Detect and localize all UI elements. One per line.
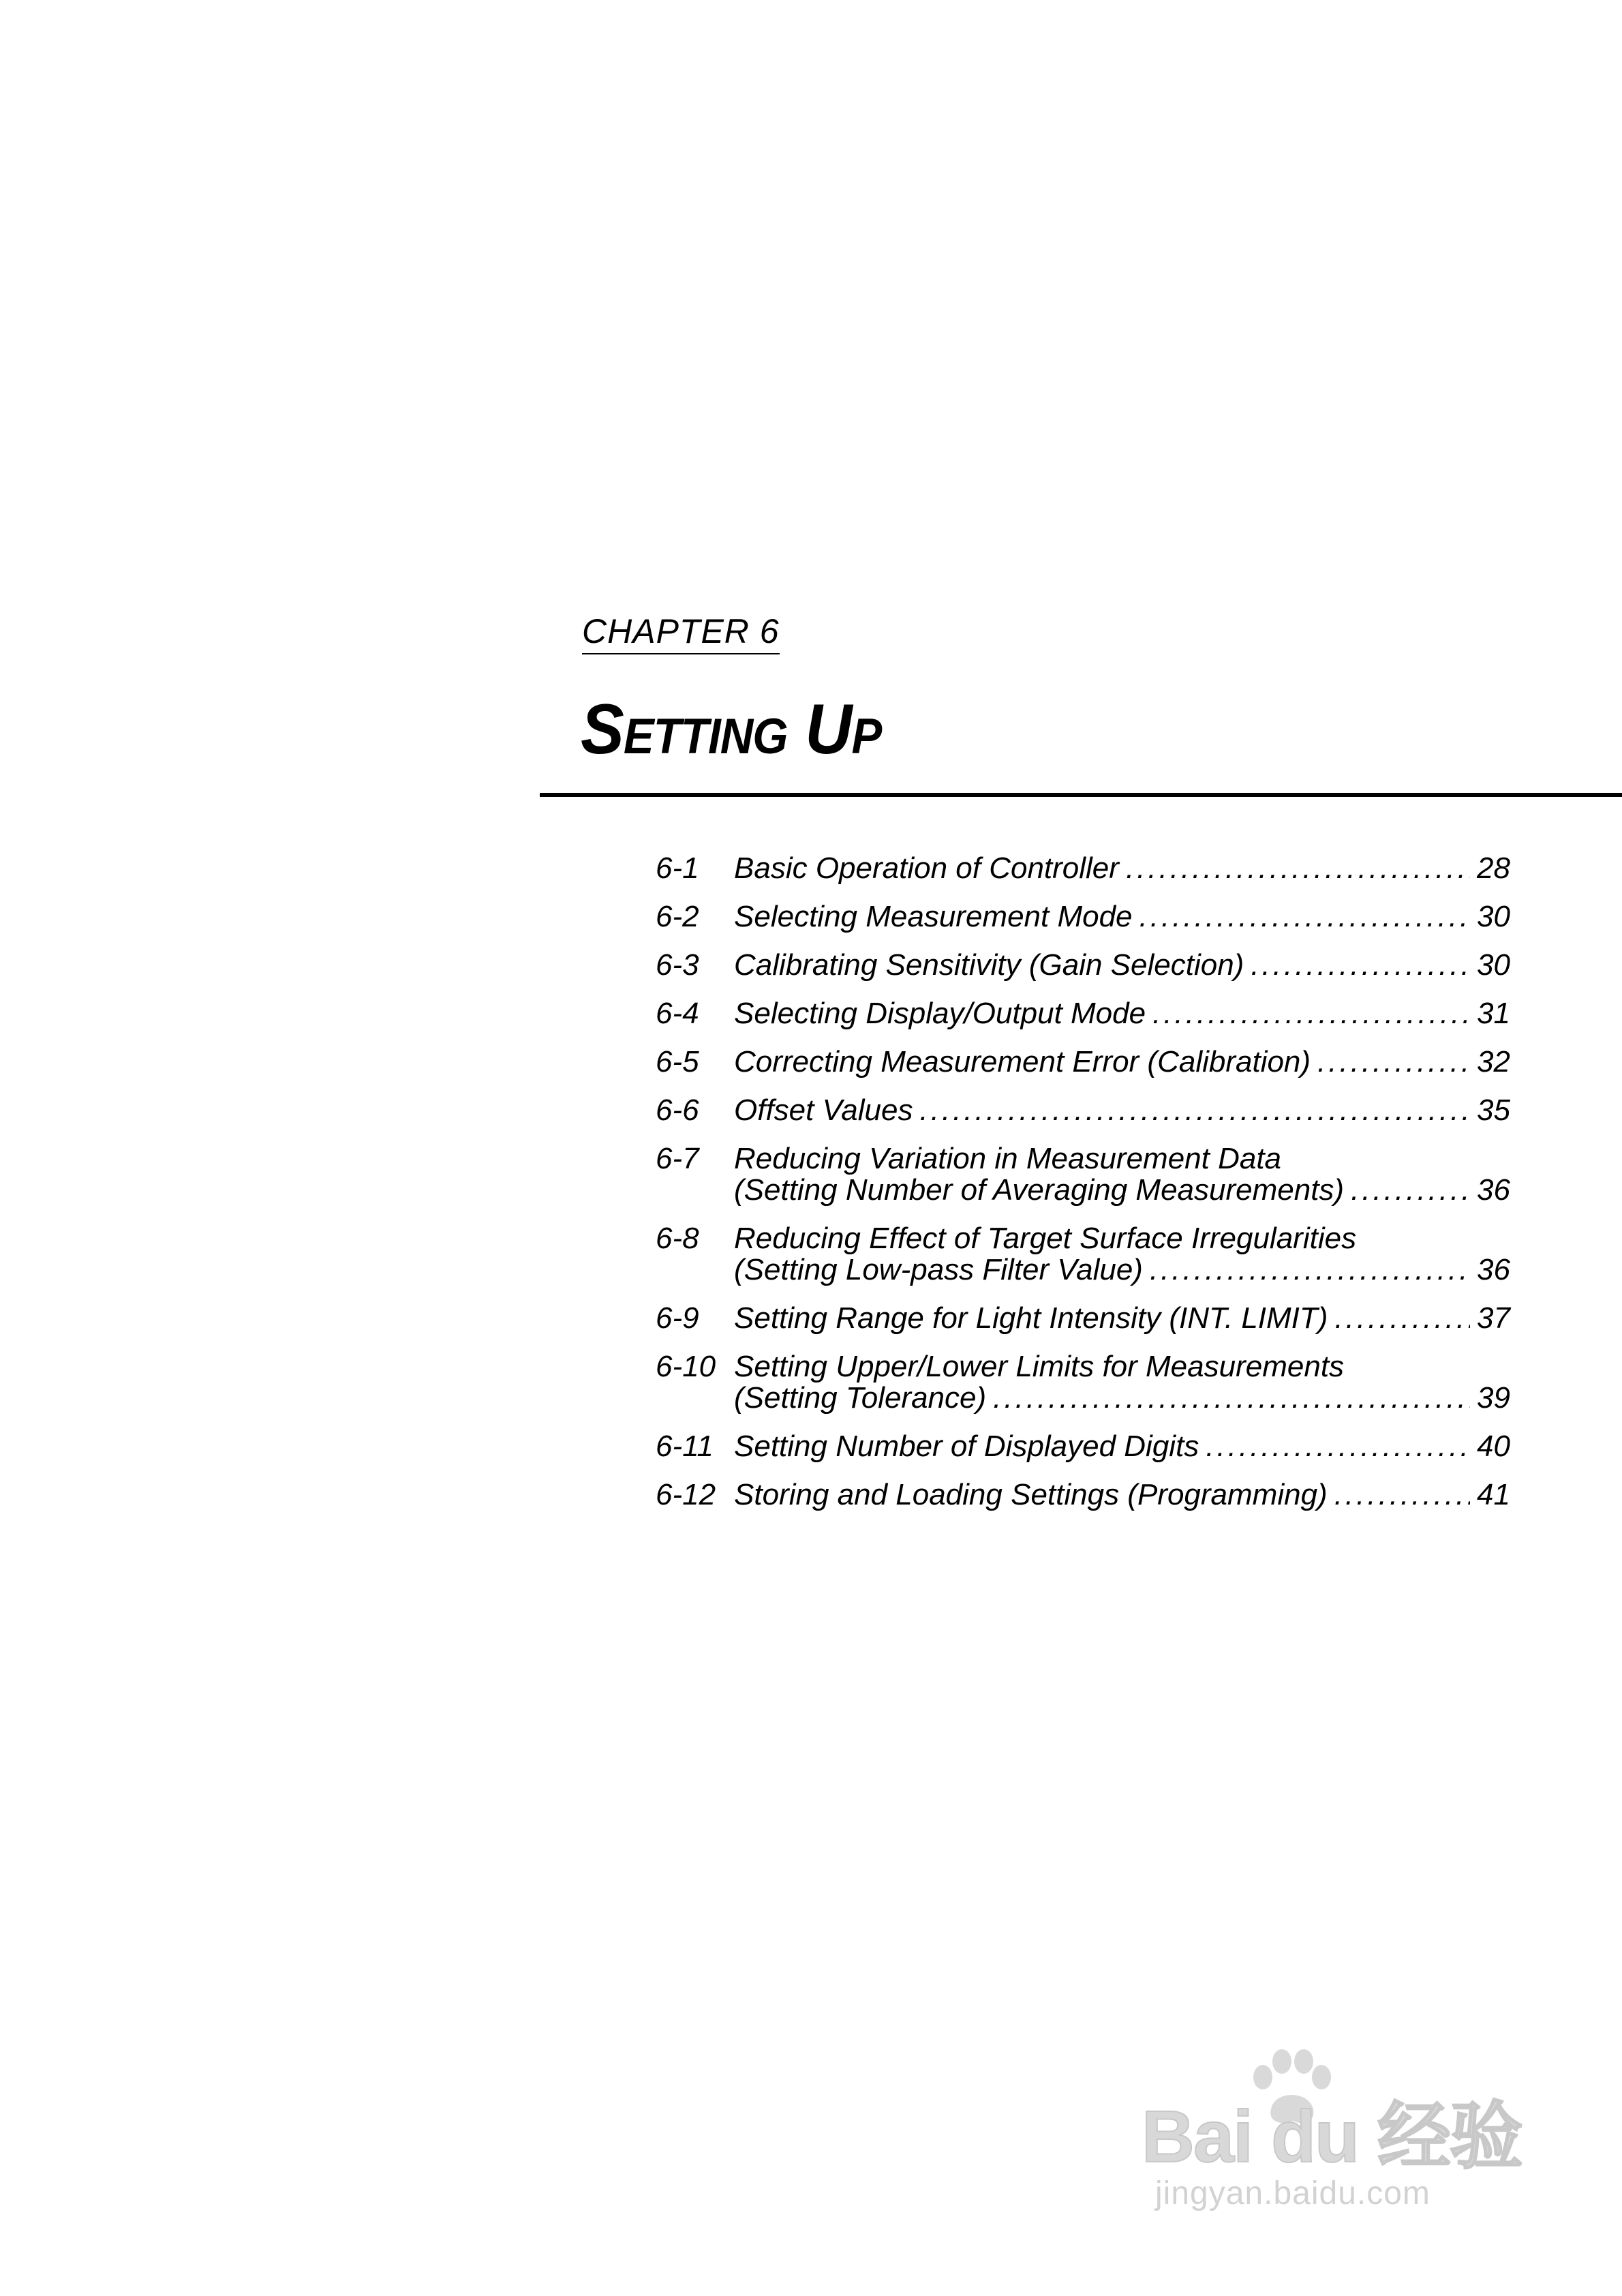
toc-number: 6-5	[656, 1045, 699, 1078]
toc-page-number: 36	[1477, 1253, 1510, 1286]
toc-page-number: 31	[1477, 997, 1510, 1030]
toc-entry	[656, 853, 1510, 884]
dot-leader	[1152, 998, 1470, 1029]
title-divider	[540, 793, 1622, 797]
chapter-label: CHAPTER 6	[582, 611, 780, 654]
dot-leader	[1126, 853, 1470, 884]
toc-entry	[656, 1223, 1510, 1286]
toc-entry	[656, 950, 1510, 981]
toc-number: 6-6	[656, 1093, 699, 1127]
dot-leader	[1334, 1303, 1470, 1334]
toc-number: 6-10	[656, 1350, 716, 1383]
toc-title: Setting Upper/Lower Limits for Measurements	[734, 1350, 1345, 1383]
toc-number: 6-1	[656, 851, 699, 885]
baidu-watermark	[1142, 2046, 1537, 2217]
toc-entry	[656, 1095, 1510, 1126]
toc-number: 6-2	[656, 900, 699, 933]
toc-number: 6-12	[656, 1478, 716, 1511]
toc-number: 6-7	[656, 1142, 699, 1175]
dot-leader	[993, 1383, 1470, 1414]
toc-title: Offset Values	[734, 1093, 913, 1127]
toc-page-number: 28	[1477, 851, 1510, 885]
toc-entry	[656, 1046, 1510, 1078]
toc-page-number: 41	[1477, 1478, 1510, 1511]
toc-page-number: 30	[1477, 900, 1510, 933]
toc-title: Reducing Variation in Measurement Data	[734, 1142, 1282, 1175]
toc-entry	[656, 1479, 1510, 1511]
table-of-contents	[656, 853, 1510, 1528]
toc-entry	[656, 998, 1510, 1029]
toc-page-number: 36	[1477, 1173, 1510, 1207]
toc-title: Setting Range for Light Intensity (INT. LIMIT)	[734, 1301, 1328, 1335]
toc-title: Reducing Effect of Target Surface Irregularities	[734, 1222, 1357, 1255]
toc-entry	[656, 901, 1510, 933]
toc-page-number: 39	[1477, 1381, 1510, 1415]
toc-title: Selecting Display/Output Mode	[734, 997, 1146, 1030]
dot-leader	[1251, 950, 1470, 981]
toc-entry	[656, 1431, 1510, 1462]
toc-page-number: 30	[1477, 948, 1510, 982]
dot-leader	[1206, 1431, 1470, 1462]
toc-number: 6-11	[656, 1430, 714, 1463]
toc-page-number: 32	[1477, 1045, 1510, 1078]
toc-title: Basic Operation of Controller	[734, 851, 1119, 885]
toc-number: 6-4	[656, 997, 699, 1030]
watermark-brand: Bai du 经验	[1142, 2095, 1522, 2177]
toc-title: Correcting Measurement Error (Calibration)	[734, 1045, 1311, 1078]
toc-subtitle: (Setting Number of Averaging Measurements)	[734, 1173, 1345, 1207]
toc-entry	[656, 1143, 1510, 1206]
toc-title: Setting Number of Displayed Digits	[734, 1430, 1199, 1463]
toc-subtitle: (Setting Tolerance)	[734, 1381, 987, 1415]
toc-number: 6-8	[656, 1222, 699, 1255]
toc-subtitle: (Setting Low-pass Filter Value)	[734, 1253, 1143, 1286]
toc-number: 6-3	[656, 948, 699, 982]
dot-leader	[1317, 1046, 1470, 1078]
toc-entry	[656, 1351, 1510, 1414]
dot-leader	[1150, 1254, 1470, 1286]
toc-title: Storing and Loading Settings (Programming)	[734, 1478, 1328, 1511]
toc-title: Selecting Measurement Mode	[734, 900, 1133, 933]
dot-leader	[1351, 1175, 1470, 1206]
watermark-domain: jingyan.baidu.com	[1155, 2175, 1430, 2211]
dot-leader	[1334, 1479, 1470, 1511]
toc-page-number: 37	[1477, 1301, 1510, 1335]
toc-title: Calibrating Sensitivity (Gain Selection)	[734, 948, 1244, 982]
toc-page-number: 35	[1477, 1093, 1510, 1127]
toc-page-number: 40	[1477, 1430, 1510, 1463]
toc-entry	[656, 1303, 1510, 1334]
chapter-title: Setting Up	[581, 690, 882, 769]
dot-leader	[920, 1095, 1471, 1126]
toc-number: 6-9	[656, 1301, 699, 1335]
dot-leader	[1139, 901, 1471, 933]
